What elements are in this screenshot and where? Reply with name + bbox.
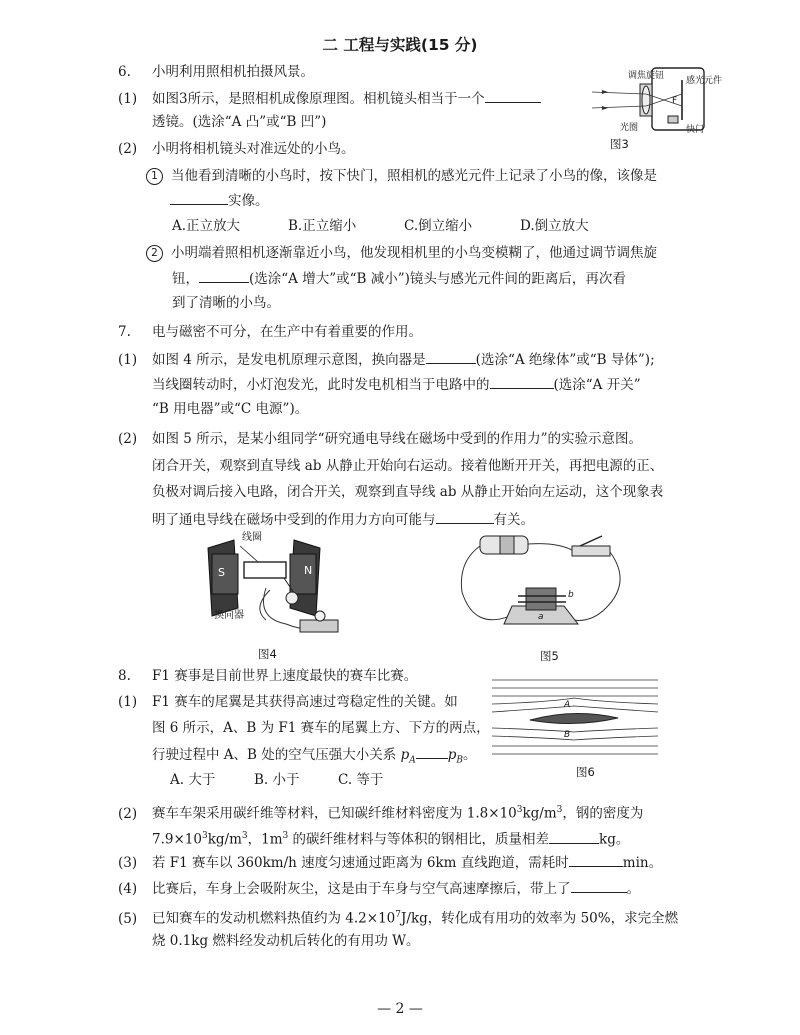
q6-sub2-line3: 到了清晰的小鸟。	[172, 295, 280, 311]
q7-part2-text-e: 有关。	[493, 512, 534, 528]
q7-part1-text-b: (选涂“A 绝缘体”或“B 导体”);	[475, 352, 655, 368]
generator-diagram	[196, 528, 356, 640]
q7-part1-line1	[118, 349, 655, 370]
q6-sub1-text: 当他看到清晰的小鸟时，按下快门，照相机的感光元件上记录了小鸟的像，该像是	[171, 168, 657, 184]
answer-blank[interactable]	[485, 88, 541, 103]
q7-part1-text-d: (选涂“A 开关”	[553, 377, 641, 393]
option-c: C.倒立缩小	[404, 218, 473, 234]
page-number: — 2 —	[377, 1001, 423, 1017]
q7-part2-text: 如图 5 所示，是某小组同学“研究通电导线在磁场中受到的作用力”的实验示意图。	[152, 431, 642, 447]
q6-part1-line1	[118, 88, 541, 109]
q8-options	[170, 770, 383, 790]
q8-part2-line1: (2) 赛车车架采用碳纤维等材料，已知碳纤维材料密度为 $1.8\times 10^3kg/m^3$，钢的密度为	[118, 805, 644, 822]
q7-part2-text-d: 明了通电导线在磁场中受到的作用力方向可能与	[152, 512, 436, 528]
circled-number: 1	[146, 168, 163, 185]
experiment-diagram	[456, 532, 636, 640]
q6-sub2-text-b: (选涂“A 增大”或“B 减小”)镜头与感光元件间的距离后，再次看	[249, 271, 626, 287]
circled-number: 2	[146, 245, 163, 262]
answer-blank[interactable]	[170, 190, 228, 205]
q7-part1-number: (1)	[118, 352, 138, 368]
answer-blank[interactable]	[490, 374, 554, 389]
figure-4-generator	[196, 528, 356, 661]
q7-part2-line4	[152, 509, 534, 530]
q6-sub2-line1	[146, 243, 657, 263]
q8-part3: (3) 若 F1 赛车以 360km/h 速度匀速通过距离为 6km 直线跑道，需耗时 min。	[118, 852, 662, 873]
label-focal-point: F	[672, 96, 678, 106]
q6-part2-number: (2)	[118, 141, 138, 157]
figure-5-experiment	[456, 532, 636, 663]
q6-stem-text: 小明利用照相机拍摄风景。	[152, 64, 314, 80]
option-d: D.倒立放大	[520, 218, 589, 234]
q8-part4-number: (4)	[118, 881, 138, 897]
q7-part1-line2	[152, 374, 641, 395]
answer-blank[interactable]	[199, 268, 249, 283]
q7-stem-text: 电与磁密不可分，在生产中有着重要的作用。	[152, 324, 422, 340]
label-south-pole: S	[218, 566, 225, 579]
q8-part5-text-a: 已知赛车的发动机燃料热值约为 4.2×10	[152, 910, 396, 927]
q6-sub2-text-a: 钮，	[172, 271, 199, 287]
label-point-b: B	[564, 730, 571, 740]
q7-part1-line3: “B 用电器”或“C 电源”)。	[152, 401, 309, 417]
answer-blank[interactable]	[436, 509, 494, 524]
label-north-pole: N	[304, 564, 313, 577]
q8-part4-text: 比赛后，车身上会吸附灰尘，这是由于车身与空气高速摩擦后，带上了	[152, 881, 571, 897]
q8-part1-line1	[118, 692, 458, 712]
q6-part1-line2: 透镜。(选涂“A 凸”或“B 凹”)	[152, 114, 327, 130]
section-title: 二 工程与实践(15 分)	[322, 36, 478, 54]
q6-part1-text: 如图3所示，是照相机成像原理图。相机镜头相当于一个	[152, 91, 485, 107]
q7-part1-text-c: 当线圈转动时，小灯泡发光，此时发电机相当于电路中的	[152, 377, 490, 393]
pressure-a: $p_A$	[400, 747, 416, 766]
q6-sub2-line2	[172, 268, 626, 289]
figure-4-caption: 图4	[258, 647, 277, 661]
q6-stem	[118, 62, 314, 82]
q6-part1-number: (1)	[118, 91, 138, 107]
figure-3-caption: 图3	[610, 137, 629, 151]
q6-part2	[118, 139, 355, 159]
q8-part2-text-a: 赛车车架采用碳纤维等材料，已知碳纤维材料密度为 1.8×10	[152, 805, 517, 822]
q6-sub1-line1	[146, 166, 657, 186]
label-point-a: a	[538, 612, 544, 622]
figure-5-caption: 图5	[540, 649, 559, 663]
q7-part2-number: (2)	[118, 431, 138, 447]
q8-part1-line2: 图 6 所示，A、B 为 F1 赛车的尾翼上方、下方的两点，	[152, 720, 490, 736]
pressure-b: $p_B$	[447, 747, 463, 766]
label-shutter: 快门	[686, 125, 705, 135]
figure-6-caption: 图6	[576, 765, 595, 779]
q8-part1-end: 。	[463, 747, 477, 763]
option-a: A.正立放大	[172, 218, 241, 234]
q7-number: 7.	[118, 324, 131, 340]
q8-part1-text-c: 行驶过程中 A、B 处的空气压强大小关系	[152, 747, 397, 763]
q8-part1-number: (1)	[118, 694, 138, 710]
answer-blank[interactable]	[426, 349, 476, 364]
q8-part5-line1: (5) 已知赛车的发动机燃料热值约为 $4.2\times 10^7J/kg$，转化成有用功的效率为 50%，求完全燃	[118, 910, 679, 927]
answer-blank[interactable]	[549, 829, 599, 844]
q6-sub1-line2	[170, 190, 269, 211]
q8-part4: (4) 比赛后，车身上会吸附灰尘，这是由于车身与空气高速摩擦后，带上了 。	[118, 878, 640, 899]
option-a: A. 大于	[170, 772, 216, 788]
option-c: C. 等于	[338, 772, 384, 788]
q8-stem	[118, 666, 417, 686]
q7-stem	[118, 322, 422, 342]
q8-part5-number: (5)	[118, 910, 138, 927]
figure-3-camera	[590, 62, 723, 152]
label-point-b: b	[568, 590, 574, 600]
q7-part2-line2: 闭合开关，观察到直导线 ab 从静止开始向右运动。接着他断开开关，再把电源的正、	[152, 458, 664, 474]
label-coil: 线圈	[242, 532, 262, 543]
q6-sub1-text-end: 实像。	[228, 193, 269, 209]
option-b: B.正立缩小	[288, 218, 357, 234]
q8-part3-text: 若 F1 赛车以 360km/h 速度匀速通过距离为 6km 直线跑道，需耗时	[152, 855, 569, 871]
q8-part1-line3	[152, 744, 477, 771]
airflow-diagram	[490, 676, 660, 762]
q6-number: 6.	[118, 64, 131, 80]
answer-blank[interactable]	[569, 852, 623, 867]
label-sensor: 感光元件	[686, 76, 723, 86]
q8-stem-text: F1 赛事是目前世界上速度最快的赛车比赛。	[152, 668, 418, 684]
q6-sub2-text: 小明端着照相机逐渐靠近小鸟，他发现相机里的小鸟变模糊了，他通过调节调焦旋	[171, 245, 657, 261]
q7-part2-line1	[118, 429, 642, 449]
q8-number: 8.	[118, 668, 131, 684]
answer-blank[interactable]	[416, 744, 448, 759]
q6-part2-text: 小明将相机镜头对准远处的小鸟。	[152, 141, 355, 157]
label-aperture: 光圈	[620, 123, 639, 133]
figure-6-wing-airflow	[490, 676, 660, 780]
q8-part1-text-a: F1 赛车的尾翼是其获得高速过弯稳定性的关键。如	[152, 694, 458, 710]
q7-part1-text-a: 如图 4 所示，是发电机原理示意图，换向器是	[152, 352, 426, 368]
q8-part2-line2: $7.9\times 10^3kg/m^3$，$1m^3$ 的碳纤维材料与等体积的钢相比，质量相差 kg。	[152, 826, 629, 850]
answer-blank[interactable]	[571, 878, 627, 893]
label-point-a: A	[564, 700, 571, 710]
label-commutator: 换向器	[214, 610, 244, 621]
q7-part2-line3: 负极对调后接入电路，闭合开关，观察到直导线 ab 从静止开始向左运动，这个现象表	[152, 484, 664, 500]
label-focus-knob: 调焦旋钮	[628, 71, 665, 81]
q8-part3-number: (3)	[118, 855, 138, 871]
q8-part2-number: (2)	[118, 805, 138, 822]
option-b: B. 小于	[254, 772, 300, 788]
q8-part5-line2: 烧 0.1kg 燃料经发动机后转化的有用功 W。	[152, 933, 420, 949]
q6-options	[172, 216, 589, 236]
